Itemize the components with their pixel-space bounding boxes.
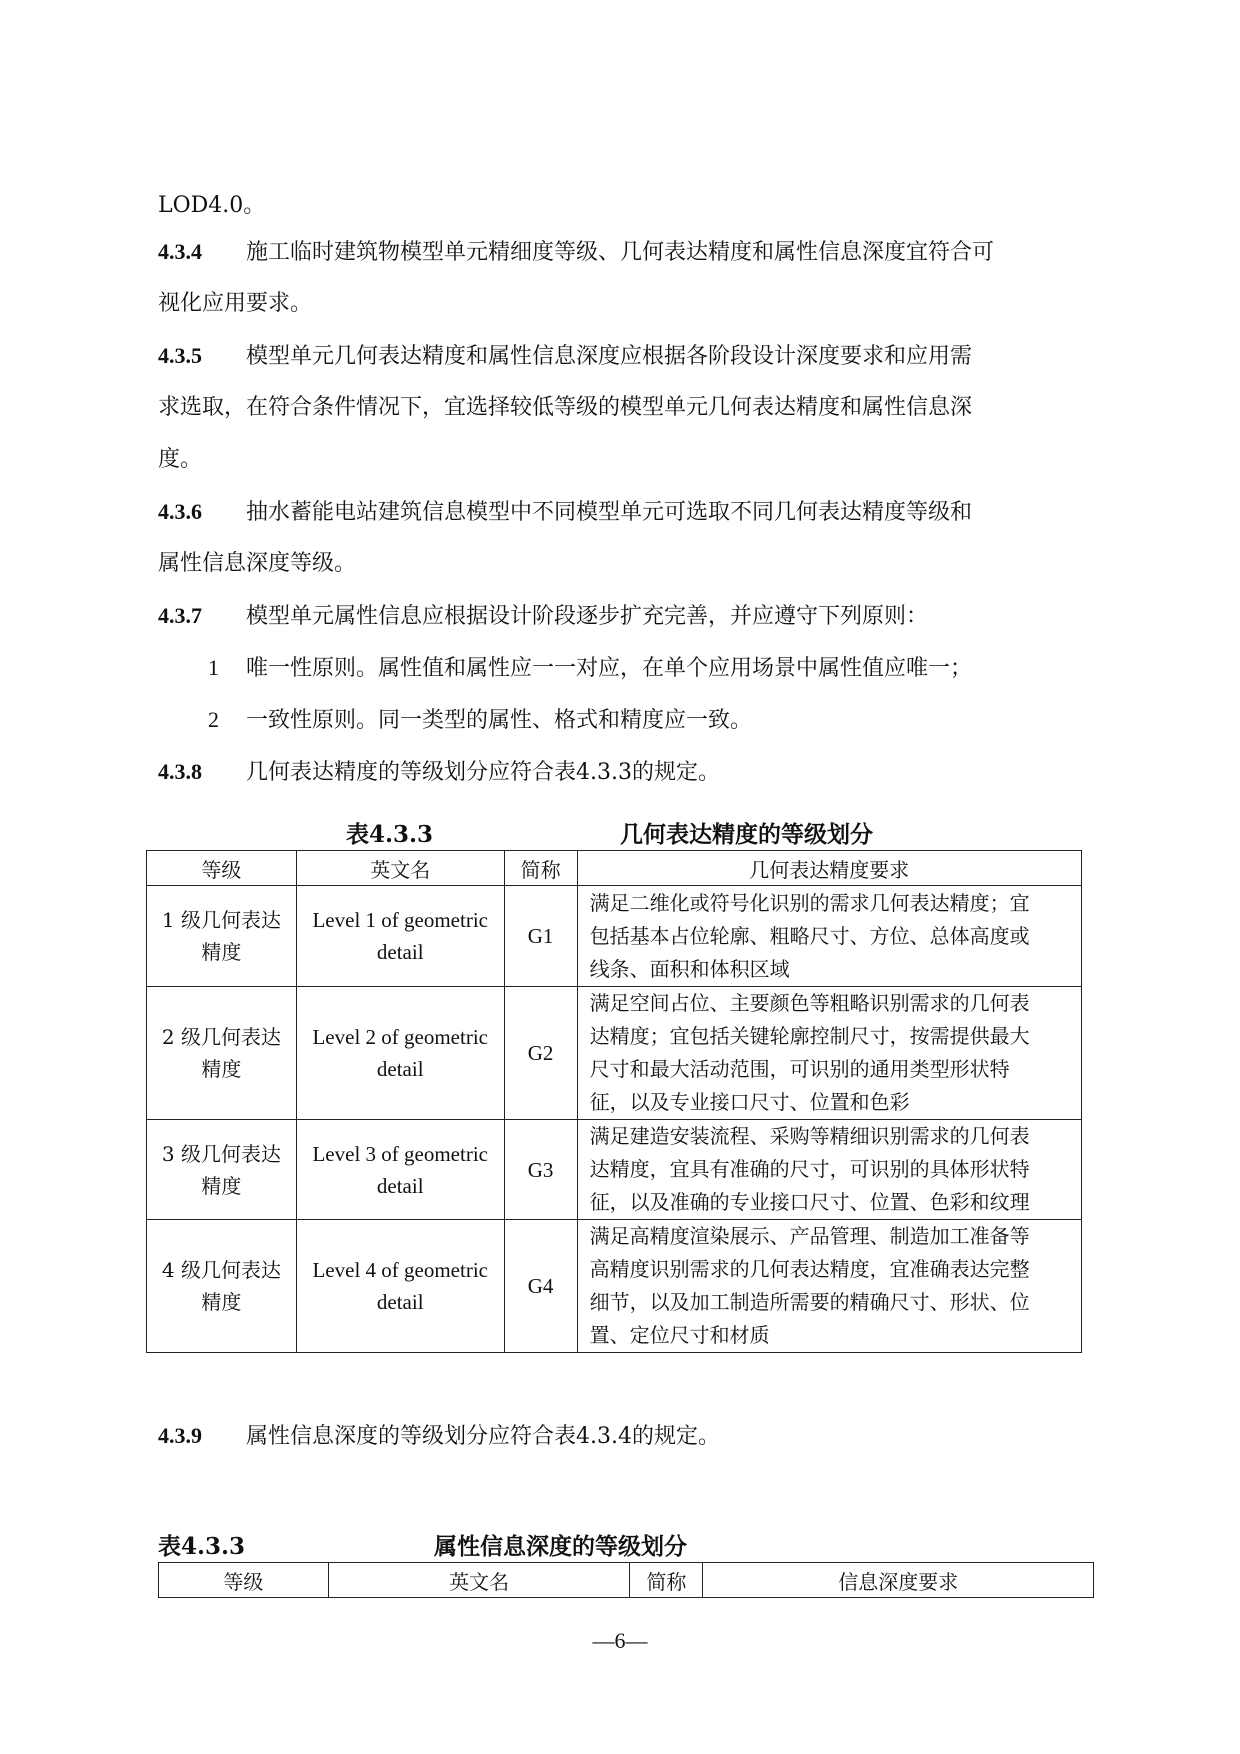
header-abbreviation: 简称 <box>630 1563 703 1598</box>
requirement-cell: 满足二维化或符号化识别的需求几何表达精度；宜 包括基本占位轮廓、粗略尺寸、方位、总体高度或 线条、面积和体积区域 <box>577 886 1081 987</box>
clause-text: 模型单元几何表达精度和属性信息深度应根据各阶段设计深度要求和应用需 <box>246 344 973 369</box>
clause-4-3-4 <box>158 226 1083 279</box>
table1-caption-title: 几何表达精度的等级划分 <box>620 821 873 848</box>
clause-4-3-5-cont1: 求选取，在符合条件情况下，宜选择较低等级的模型单元几何表达精度和属性信息深 <box>158 395 973 420</box>
clause-text: 属性信息深度的等级划分应符合表4.3.4的规定。 <box>246 1424 720 1449</box>
grade-cell: 1 级几何表达 精度 <box>147 886 297 987</box>
clause-4-3-9 <box>158 1410 1083 1463</box>
table-row <box>147 987 1082 1120</box>
item-text: 唯一性原则。属性值和属性应一一对应，在单个应用场景中属性值应唯一； <box>246 656 973 681</box>
table-header-row <box>159 1563 1094 1598</box>
header-abbreviation: 简称 <box>504 851 577 886</box>
clause-number: 4.3.9 <box>158 1423 202 1448</box>
table2-caption-title: 属性信息深度的等级划分 <box>434 1533 687 1560</box>
header-grade: 等级 <box>147 851 297 886</box>
requirement-cell: 满足建造安装流程、采购等精细识别需求的几何表 达精度，宜具有准确的尺寸，可识别的具体形状特 征，以及准确的专业接口尺寸、位置、色彩和纹理 <box>577 1120 1081 1220</box>
attribute-depth-table <box>158 1562 1094 1598</box>
abbreviation-cell: G2 <box>504 987 577 1120</box>
header-english-name: 英文名 <box>328 1563 630 1598</box>
principle-item-2 <box>208 694 752 747</box>
header-grade: 等级 <box>159 1563 329 1598</box>
requirement-cell: 满足空间占位、主要颜色等粗略识别需求的几何表 达精度；宜包括关键轮廓控制尺寸，按需提供最大 尺寸和最大活动范围，可识别的通用类型形状特 征，以及专业接口尺寸、位置和色彩 <box>577 987 1081 1120</box>
clause-4-3-7 <box>158 590 1083 643</box>
abbreviation-cell: G4 <box>504 1220 577 1353</box>
clause-number: 4.3.7 <box>158 603 202 628</box>
requirement-cell: 满足高精度渲染展示、产品管理、制造加工准备等 高精度识别需求的几何表达精度，宜准确表达完整 细节，以及加工制造所需要的精确尺寸、形状、位 置、定位尺寸和材质 <box>577 1220 1081 1353</box>
item-number: 2 <box>208 707 219 732</box>
item-text: 一致性原则。同一类型的属性、格式和精度应一致。 <box>246 708 753 733</box>
principle-item-1 <box>208 642 972 695</box>
clause-number: 4.3.6 <box>158 499 202 524</box>
clause-4-3-5 <box>158 330 1083 383</box>
grade-cell: 3 级几何表达 精度 <box>147 1120 297 1220</box>
abbreviation-cell: G3 <box>504 1120 577 1220</box>
english-name-cell: Level 1 of geometric detail <box>296 886 504 987</box>
clause-number: 4.3.8 <box>158 759 202 784</box>
clause-text: 几何表达精度的等级划分应符合表4.3.3的规定。 <box>246 760 720 785</box>
header-english-name: 英文名 <box>296 851 504 886</box>
page-number: —6— <box>592 1628 648 1653</box>
table-row <box>147 886 1082 987</box>
clause-text: 抽水蓄能电站建筑信息模型中不同模型单元可选取不同几何表达精度等级和 <box>246 500 973 525</box>
grade-cell: 2 级几何表达 精度 <box>147 987 297 1120</box>
table-row <box>147 1120 1082 1220</box>
clause-4-3-4-cont: 视化应用要求。 <box>158 291 313 316</box>
table-row <box>147 1220 1082 1353</box>
abbreviation-cell: G1 <box>504 886 577 987</box>
geometric-precision-table <box>146 850 1082 1353</box>
clause-4-3-8 <box>158 746 1083 799</box>
english-name-cell: Level 2 of geometric detail <box>296 987 504 1120</box>
table1-caption-number: 表4.3.3 <box>346 821 434 848</box>
clause-4-3-6-cont: 属性信息深度等级。 <box>158 551 357 576</box>
table-header-row <box>147 851 1082 886</box>
clause-4-3-6 <box>158 486 1083 539</box>
clause-4-3-5-cont2: 度。 <box>158 447 203 472</box>
lod-tail-text: LOD4.0。 <box>158 193 266 218</box>
english-name-cell: Level 4 of geometric detail <box>296 1220 504 1353</box>
clause-number: 4.3.5 <box>158 343 202 368</box>
clause-number: 4.3.4 <box>158 239 202 264</box>
grade-cell: 4 级几何表达 精度 <box>147 1220 297 1353</box>
header-requirement: 几何表达精度要求 <box>577 851 1081 886</box>
english-name-cell: Level 3 of geometric detail <box>296 1120 504 1220</box>
clause-text: 施工临时建筑物模型单元精细度等级、几何表达精度和属性信息深度宜符合可 <box>246 240 995 265</box>
header-requirement: 信息深度要求 <box>703 1563 1094 1598</box>
item-number: 1 <box>208 655 219 680</box>
table2-caption-number: 表4.3.3 <box>158 1533 246 1560</box>
clause-text: 模型单元属性信息应根据设计阶段逐步扩充完善，并应遵守下列原则： <box>246 604 929 629</box>
